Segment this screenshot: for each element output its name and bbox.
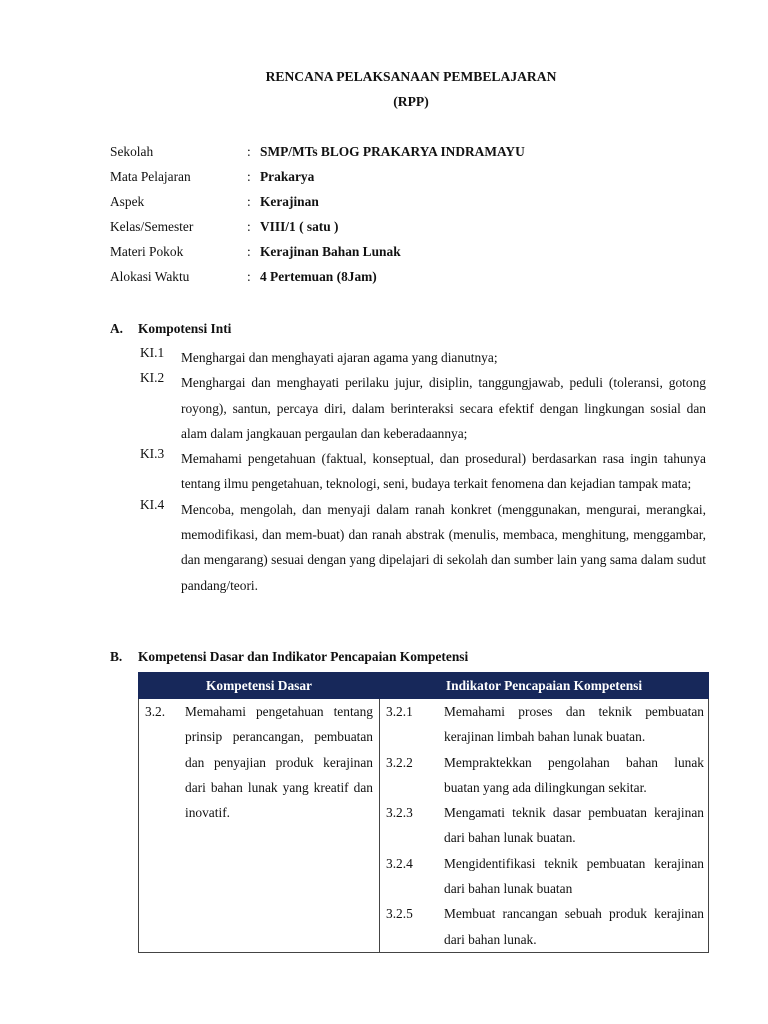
identity-colon: : bbox=[247, 269, 251, 284]
indicator-number: 3.2.5 bbox=[386, 906, 413, 922]
section-title: Kompetensi Dasar dan Indikator Pencapaian Kompetensi bbox=[138, 649, 469, 664]
identity-label: Kelas/Semester bbox=[110, 219, 194, 234]
list-item bbox=[380, 901, 708, 952]
identity-value: 4 Pertemuan (8Jam) bbox=[260, 269, 377, 284]
section-letter: A. bbox=[110, 321, 124, 336]
identity-row-time bbox=[110, 269, 710, 294]
competency-table bbox=[138, 672, 709, 953]
identity-row-subject bbox=[110, 169, 710, 194]
indicator-cell bbox=[380, 699, 709, 953]
identity-value: SMP/MTs BLOG PRAKARYA INDRAMAYU bbox=[260, 144, 525, 159]
list-item bbox=[380, 851, 708, 902]
section-title: Kompotensi Inti bbox=[138, 321, 232, 336]
identity-value: Kerajinan Bahan Lunak bbox=[260, 244, 401, 259]
indicator-number: 3.2.4 bbox=[386, 855, 413, 871]
identity-label: Alokasi Waktu bbox=[110, 269, 190, 284]
identity-colon: : bbox=[247, 194, 251, 209]
document-title: RENCANA PELAKSANAAN PEMBELAJARAN bbox=[265, 69, 557, 84]
indicator-text: Mengamati teknik dasar pembuatan kerajinan dari bahan lunak buatan. bbox=[444, 805, 704, 846]
indicator-number: 3.2.2 bbox=[386, 754, 413, 770]
ki-code: KI.4 bbox=[140, 496, 165, 512]
table-row bbox=[139, 699, 709, 953]
identity-block bbox=[110, 144, 710, 294]
identity-row-school bbox=[110, 144, 710, 169]
identity-label: Sekolah bbox=[110, 144, 154, 159]
identity-label: Mata Pelajaran bbox=[110, 169, 191, 184]
ki-text: Menghargai dan menghayati perilaku jujur, disiplin, tanggungjawab, peduli (toleransi, gotong royong), santun, percaya diri, dalam berinteraksi secara efektif dengan lingkungan sosial dan alam dalam jangkauan pergaulan dan keberadaannya; bbox=[181, 375, 706, 441]
identity-row-class bbox=[110, 219, 710, 244]
basic-competency-cell bbox=[139, 699, 380, 953]
indicator-text: Membuat rancangan sebuah produk kerajinan dari bahan lunak. bbox=[444, 906, 704, 947]
ki-code: KI.3 bbox=[140, 446, 165, 462]
ki-code: KI.2 bbox=[140, 370, 165, 386]
table-header-basic-competency: Kompetensi Dasar bbox=[139, 673, 380, 699]
ki-code: KI.1 bbox=[140, 345, 165, 360]
ki-text: Mencoba, mengolah, dan menyaji dalam ranah konkret (menggunakan, mengurai, merangkai, memodifikasi, dan mem-buat) dan ranah abstrak (menulis, membaca, menghitung, menggambar, dan mengarang) sesuai dengan yang dipelajari di sekolah dan sumber lain yang sama dalam sudut pandang/teori. bbox=[181, 501, 706, 593]
list-item bbox=[380, 750, 708, 801]
identity-value: VIII/1 ( satu ) bbox=[260, 219, 339, 234]
identity-label: Materi Pokok bbox=[110, 244, 184, 259]
ki-text: Menghargai dan menghayati ajaran agama yang dianutnya; bbox=[181, 350, 498, 365]
indicator-text: Mempraktekkan pengolahan bahan lunak buatan yang ada dilingkungan sekitar. bbox=[444, 754, 704, 795]
indicator-number: 3.2.3 bbox=[386, 805, 413, 821]
indicator-text: Mengidentifikasi teknik pembuatan kerajinan dari bahan lunak buatan bbox=[444, 855, 704, 897]
table-header-indicator: Indikator Pencapaian Kompetensi bbox=[380, 673, 709, 699]
identity-colon: : bbox=[247, 144, 251, 159]
ki-text: Memahami pengetahuan (faktual, konseptual, dan prosedural) berdasarkan rasa ingin tahunya tentang ilmu pengetahuan, teknologi, seni, budaya terkait fenomena dan kejadian tampak mata; bbox=[181, 451, 706, 492]
list-item bbox=[140, 446, 706, 497]
list-item bbox=[140, 345, 706, 370]
indicator-text: Memahami proses dan teknik pembuatan kerajinan limbah bahan lunak buatan. bbox=[444, 704, 704, 745]
identity-colon: : bbox=[247, 219, 251, 234]
list-item bbox=[140, 370, 706, 446]
document-subtitle: (RPP) bbox=[393, 94, 429, 109]
indicator-number: 3.2.1 bbox=[386, 704, 413, 719]
basic-competency bbox=[139, 699, 379, 825]
identity-label: Aspek bbox=[110, 194, 145, 209]
list-item bbox=[140, 497, 706, 598]
core-competency-list bbox=[140, 345, 706, 598]
identity-colon: : bbox=[247, 244, 251, 259]
section-letter: B. bbox=[110, 649, 123, 664]
kd-number: 3.2. bbox=[145, 704, 166, 719]
identity-row-topic bbox=[110, 244, 710, 269]
list-item bbox=[380, 699, 708, 750]
identity-colon: : bbox=[247, 169, 251, 184]
table-header-row bbox=[139, 673, 709, 699]
kd-text: Memahami pengetahuan tentang prinsip perancangan, pembuatan dan penyajian produk kerajinan dari bahan lunak yang kreatif dan inovatif. bbox=[185, 704, 373, 821]
identity-value: Prakarya bbox=[260, 169, 315, 184]
list-item bbox=[380, 800, 708, 851]
identity-value: Kerajinan bbox=[260, 194, 319, 209]
identity-row-aspect bbox=[110, 194, 710, 219]
